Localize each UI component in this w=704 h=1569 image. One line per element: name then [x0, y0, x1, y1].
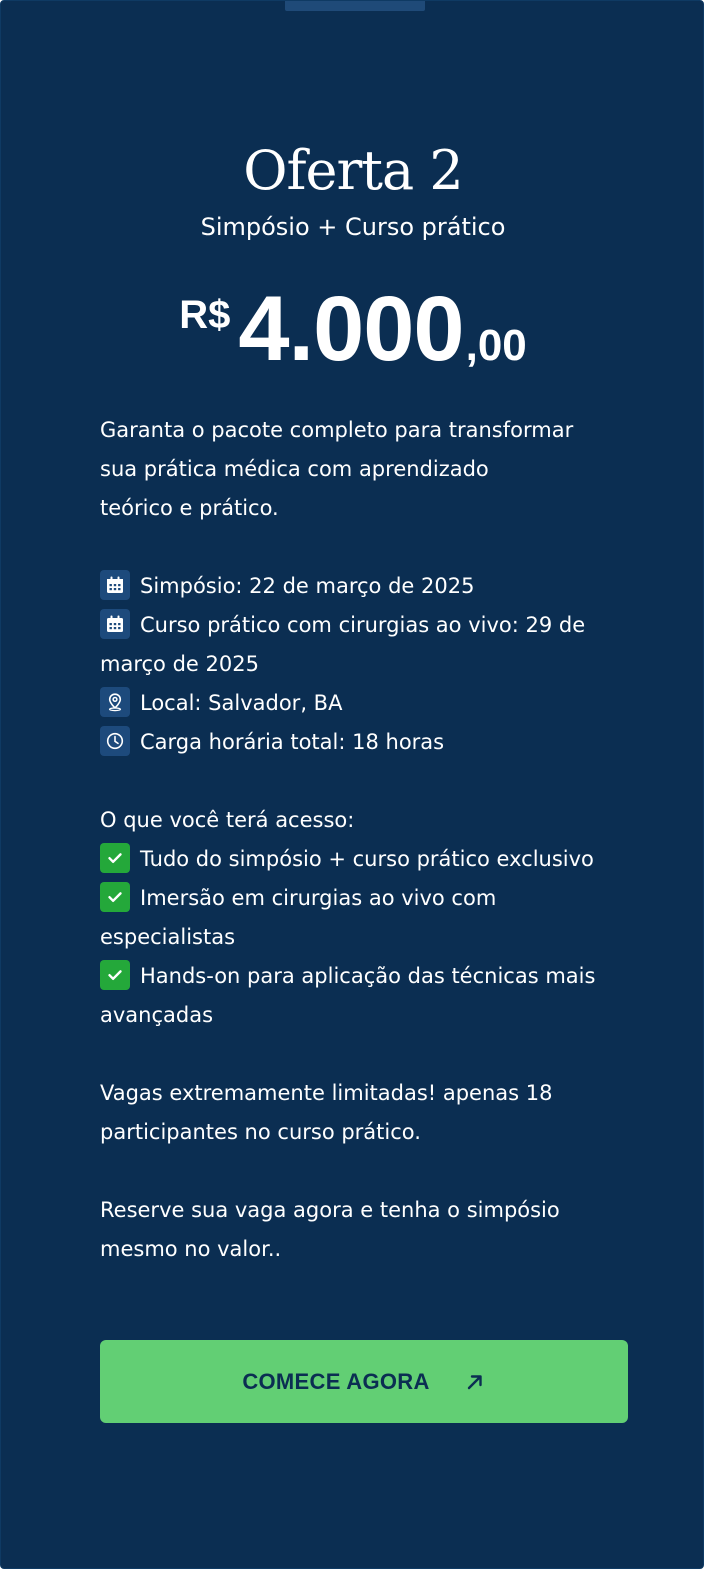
access-item	[100, 957, 630, 1035]
intro-text	[100, 411, 630, 528]
clock-icon	[100, 726, 130, 756]
calendar-icon	[100, 609, 130, 639]
offer-description	[100, 411, 630, 1269]
access-item	[100, 879, 630, 957]
check-icon	[100, 882, 130, 912]
detail-text: Curso prático com cirurgias ao vivo: 29 de	[140, 613, 586, 637]
card-top-tab	[285, 1, 425, 11]
calendar-icon	[100, 570, 130, 600]
offer-subtitle: Simpósio + Curso prático	[200, 213, 506, 241]
access-list	[100, 840, 630, 1035]
offer-title: Oferta 2	[243, 139, 463, 202]
detail-symposium-date	[100, 567, 630, 606]
reserve-text	[100, 1191, 630, 1269]
intro-line: sua prática médica com aprendizado	[100, 457, 489, 481]
access-heading: O que você terá acesso:	[100, 808, 355, 832]
scarcity-line: participantes no curso prático.	[100, 1120, 421, 1144]
reserve-line: mesmo no valor..	[100, 1237, 282, 1261]
price-currency: R$	[179, 293, 231, 337]
detail-text: Carga horária total: 18 horas	[140, 730, 445, 754]
scarcity-text	[100, 1074, 630, 1152]
scarcity-line: Vagas extremamente limitadas! apenas 18	[100, 1081, 553, 1105]
detail-text: Local: Salvador, BA	[140, 691, 343, 715]
offer-price	[1, 277, 704, 382]
access-item	[100, 840, 630, 879]
access-item-text: Imersão em cirurgias ao vivo com	[140, 886, 497, 910]
detail-workload	[100, 723, 630, 762]
reserve-line: Reserve sua vaga agora e tenha o simpósio	[100, 1198, 560, 1222]
detail-location	[100, 684, 630, 723]
details-list	[100, 567, 630, 762]
access-item-text: Hands-on para aplicação das técnicas mais	[140, 964, 596, 988]
start-now-button[interactable]	[100, 1340, 628, 1423]
start-now-label: COMECE AGORA	[242, 1368, 430, 1394]
access-item-text-cont: avançadas	[100, 1003, 214, 1027]
access-item-text-cont: especialistas	[100, 925, 236, 949]
check-icon	[100, 843, 130, 873]
location-pin-icon	[100, 687, 130, 717]
check-icon	[100, 960, 130, 990]
intro-line: teórico e prático.	[100, 496, 279, 520]
intro-line: Garanta o pacote completo para transformar	[100, 418, 574, 442]
access-item-text: Tudo do simpósio + curso prático exclusivo	[140, 847, 594, 871]
detail-course-date	[100, 606, 630, 684]
arrow-up-right-icon	[464, 1371, 486, 1393]
price-integer: 4.000	[238, 278, 464, 380]
price-cents: ,00	[465, 321, 527, 370]
detail-text: Simpósio: 22 de março de 2025	[140, 574, 475, 598]
detail-text-cont: março de 2025	[100, 652, 259, 676]
